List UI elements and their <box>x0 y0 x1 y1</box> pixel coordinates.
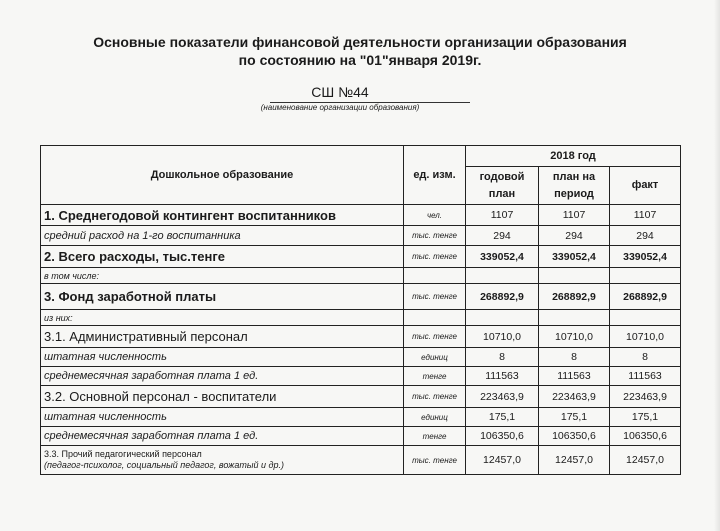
row-value-period-plan <box>539 268 610 284</box>
row-value-annual-plan: 339052,4 <box>466 246 539 268</box>
organization-caption: (наименование организации образования) <box>260 103 420 112</box>
table-row <box>41 408 681 427</box>
row-value-annual-plan: 175,1 <box>466 408 539 427</box>
row-unit: тыс. тенге <box>404 284 466 310</box>
row-label: 3.1. Административный персонал <box>41 326 404 348</box>
column-header-period-plan: план на период <box>539 167 610 205</box>
row-unit: тенге <box>404 427 466 446</box>
row-value-annual-plan: 223463,9 <box>466 386 539 408</box>
row-value-fact: 111563 <box>610 367 681 386</box>
column-header-year: 2018 год <box>466 146 681 167</box>
column-header-annual-plan: годовой план <box>466 167 539 205</box>
row-unit: тыс. тенге <box>404 446 466 475</box>
row-value-period-plan: 268892,9 <box>539 284 610 310</box>
table-row <box>41 205 681 226</box>
row-value-period-plan <box>539 310 610 326</box>
table-row <box>41 427 681 446</box>
row-unit: чел. <box>404 205 466 226</box>
row-unit: единиц <box>404 348 466 367</box>
row-value-fact: 10710,0 <box>610 326 681 348</box>
row-value-annual-plan: 106350,6 <box>466 427 539 446</box>
table-row <box>41 246 681 268</box>
row-label: среднемесячная заработная плата 1 ед. <box>41 367 404 386</box>
row-value-annual-plan: 8 <box>466 348 539 367</box>
row-unit: тенге <box>404 367 466 386</box>
column-header-label: Дошкольное образование <box>41 146 404 205</box>
row-value-period-plan: 111563 <box>539 367 610 386</box>
row-value-period-plan: 8 <box>539 348 610 367</box>
row-value-annual-plan: 12457,0 <box>466 446 539 475</box>
row-value-period-plan: 339052,4 <box>539 246 610 268</box>
row-value-fact <box>610 310 681 326</box>
row-value-fact: 268892,9 <box>610 284 681 310</box>
document-title-line2: по состоянию на "01"января 2019г. <box>238 52 482 68</box>
table-row <box>41 446 681 475</box>
row-value-annual-plan: 294 <box>466 226 539 246</box>
row-value-annual-plan: 10710,0 <box>466 326 539 348</box>
row-unit: тыс. тенге <box>404 386 466 408</box>
row-unit: единиц <box>404 408 466 427</box>
row-value-fact <box>610 268 681 284</box>
row-value-fact: 8 <box>610 348 681 367</box>
row-value-fact: 294 <box>610 226 681 246</box>
row-label: средний расход на 1-го воспитанника <box>41 226 404 246</box>
row-value-annual-plan <box>466 268 539 284</box>
organization-name: СШ №44 <box>311 84 369 100</box>
row-value-period-plan: 175,1 <box>539 408 610 427</box>
row-value-fact: 106350,6 <box>610 427 681 446</box>
row-label: среднемесячная заработная плата 1 ед. <box>41 427 404 446</box>
row-value-fact: 223463,9 <box>610 386 681 408</box>
row-unit: тыс. тенге <box>404 226 466 246</box>
row-label: 2. Всего расходы, тыс.тенге <box>41 246 404 268</box>
row-unit <box>404 268 466 284</box>
row-label: 1. Среднегодовой контингент воспитанников <box>41 205 404 226</box>
row-label: из них: <box>41 310 404 326</box>
table-row <box>41 386 681 408</box>
row-value-annual-plan: 1107 <box>466 205 539 226</box>
page-edge-shadow <box>714 0 720 531</box>
row-value-period-plan: 223463,9 <box>539 386 610 408</box>
table-row <box>41 348 681 367</box>
row-value-period-plan: 106350,6 <box>539 427 610 446</box>
column-header-unit: ед. изм. <box>404 146 466 205</box>
row-label: 3.2. Основной персонал - воспитатели <box>41 386 404 408</box>
row-value-period-plan: 1107 <box>539 205 610 226</box>
row-label <box>41 446 404 475</box>
row-value-annual-plan: 111563 <box>466 367 539 386</box>
table-row <box>41 310 681 326</box>
row-value-period-plan: 294 <box>539 226 610 246</box>
row-label: 3. Фонд заработной платы <box>41 284 404 310</box>
row-value-period-plan: 10710,0 <box>539 326 610 348</box>
table-row <box>41 284 681 310</box>
row-value-annual-plan <box>466 310 539 326</box>
document-title-line1: Основные показатели финансовой деятельности организации образования <box>93 34 627 50</box>
row-unit <box>404 310 466 326</box>
row-label: в том числе: <box>41 268 404 284</box>
row-label: штатная численность <box>41 408 404 427</box>
column-header-fact: факт <box>610 167 681 205</box>
row-value-fact: 12457,0 <box>610 446 681 475</box>
table-row <box>41 326 681 348</box>
row-value-fact: 1107 <box>610 205 681 226</box>
row-unit: тыс. тенге <box>404 326 466 348</box>
row-value-fact: 339052,4 <box>610 246 681 268</box>
row-value-period-plan: 12457,0 <box>539 446 610 475</box>
row-unit: тыс. тенге <box>404 246 466 268</box>
row-value-fact: 175,1 <box>610 408 681 427</box>
row-label-detail: (педагог-психолог, социальный педагог, вожатый и др.) <box>44 460 284 470</box>
header-row-year <box>41 146 681 167</box>
table-row <box>41 226 681 246</box>
row-value-annual-plan: 268892,9 <box>466 284 539 310</box>
table-row <box>41 367 681 386</box>
table-row <box>41 268 681 284</box>
row-label: штатная численность <box>41 348 404 367</box>
row-label-main: 3.3. Прочий педагогический персонал <box>44 449 202 459</box>
financial-indicators-table <box>40 145 681 475</box>
